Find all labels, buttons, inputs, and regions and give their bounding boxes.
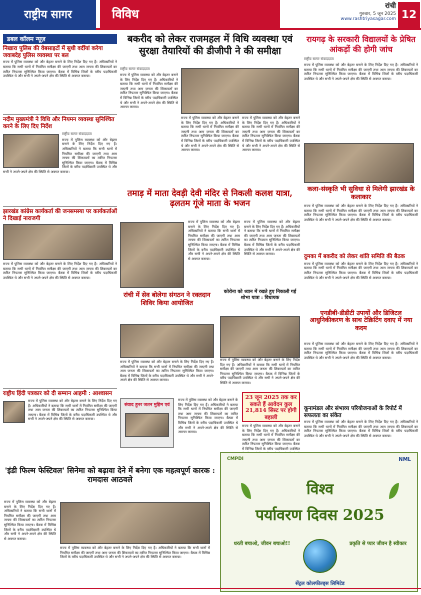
project-headline[interactable]: कूनामंडल और संभाव्य परियोजनाओं के रिपोर्ट में सफलता का संकेत — [304, 406, 402, 419]
camp-story-body: राज्य में पुलिस व्यवस्था को और बेहतर बनाने के लिए निर्देश दिए गए हैं। अधिकारियों ने बताया कि सभी थानों में नियमित समीक्षा की जाएगी तथा आम जनता की शिकायतों का त्वरित निपटारा सुनिश्चित किया जाएगा। बैठक में विभिन्न जिलों के वरीय पदाधिकारी उपस्थित थे और सभी ने अपने-अपने क्षेत्र की स्थिति से अवगत कराया। — [120, 360, 214, 383]
project-story-body: राज्य में पुलिस व्यवस्था को और बेहतर बनाने के लिए निर्देश दिए गए हैं। अधिकारियों ने बताया कि सभी थानों में नियमित समीक्षा की जाएगी तथा आम जनता की शिकायतों का त्वरित निपटारा सुनिश्चित किया जाएगा। बैठक में विभिन्न जिलों के वरीय पदाधिकारी उपस्थित थे और सभी ने अपने-अपने क्षेत्र की स्थिति से अवगत कराया। — [304, 420, 418, 438]
page-number: 12 — [398, 2, 420, 28]
lead-col-3 — [242, 66, 300, 186]
newspaper-logo: राष्ट्रीय सागर — [0, 0, 96, 30]
story-body: राज्य में पुलिस व्यवस्था को और बेहतर बनाने के लिए निर्देश दिए गए हैं। अधिकारियों ने बताया कि सभी थानों में नियमित समीक्षा की जाएगी तथा आम जनता की शिकायतों का त्वरित निपटारा सुनिश्चित किया जाएगा। बैठक में विभिन्न जिलों के वरीय पदाधिकारी उपस्थित थे और सभी ने अपने-अपने क्षेत्र की स्थिति से अवगत कराया। — [28, 398, 117, 422]
page-footer — [0, 588, 421, 595]
campaign-box-title: संवाद हुनर जतन मुहिम एवं — [124, 403, 170, 408]
film-story-body: राज्य में पुलिस व्यवस्था को और बेहतर बनाने के लिए निर्देश दिए गए हैं। अधिकारियों ने बताया कि सभी थानों में नियमित समीक्षा की जाएगी तथा आम जनता की शिकायतों का त्वरित निपटारा सुनिश्चित किया जाएगा। बैठक में विभिन्न जिलों के वरीय पदाधिकारी उपस्थित थे और सभी ने अपने-अपने क्षेत्र की स्थिति से अवगत कराया। — [4, 500, 56, 541]
ad-sponsor: सेंट्रल कोलफील्ड्स लिमिटेड — [295, 581, 345, 587]
film-festival-headline[interactable]: 'इंडी फिल्म फेस्टिवल' सिनेमा को बढ़ावा देने में बनेगा एक महत्वपूर्ण कारक : रामदास आठवले — [4, 466, 216, 485]
ndb-headline[interactable]: एनडीबी-डीडीटी उपायों और डिजिटल आधुनिकीकरण के साथ टेक्रिटिंग दवाए में नया कदम — [309, 310, 413, 332]
lead-headline[interactable]: बकरीद को लेकर राजमहल में विधि व्यवस्था एवं सुरक्षा तैयारियों की डीजीपी ने की समीक्षा — [127, 34, 293, 57]
story-headline[interactable]: दुमका में बकरीद को लेकर शांति समिति की बैठक — [304, 254, 405, 260]
globe-icon — [303, 539, 337, 573]
environment-day-ad[interactable] — [220, 452, 418, 592]
portrait-photo — [3, 401, 25, 423]
story-headline[interactable]: राष्ट्रीय हिंदी पत्रकार को दी सम्मान आहमी : आश्वासन — [3, 391, 113, 398]
story-body: राज्य में पुलिस व्यवस्था को और बेहतर बनाने के लिए निर्देश दिए गए हैं। अधिकारियों ने बताया कि सभी थानों में नियमित समीक्षा की जाएगी तथा आम जनता की शिकायतों का त्वरित निपटारा सुनिश्चित किया जाएगा। बैठक में विभिन्न जिलों के वरीय पदाधिकारी उपस्थित थे और सभी ने अपने-अपने क्षेत्र की स्थिति से अवगत कराया। — [304, 63, 418, 81]
byline: राष्ट्रीय सागर संवाददाता — [304, 57, 334, 61]
campaign-photo — [125, 413, 169, 437]
story-headline[interactable]: कला-संस्कृति भी सुविधा से मिलेगी झारखंड के कलाकार — [307, 185, 415, 201]
film-photo — [60, 502, 210, 544]
story-body: राज्य में पुलिस व्यवस्था को और बेहतर बनाने के लिए निर्देश दिए गए हैं। अधिकारियों ने बताया कि सभी थानों में नियमित समीक्षा की जाएगी तथा आम जनता की शिकायतों का त्वरित निपटारा सुनिश्चित किया जाएगा। बैठक में विभिन्न जिलों के वरीय पदाधिकारी उपस्थित थे और सभी ने अपने-अपने क्षेत्र की स्थिति से अवगत कराया। — [120, 73, 178, 110]
divider — [3, 388, 117, 389]
procession-photo — [120, 222, 184, 288]
date: गुरुवार, 5 जून 2025 — [359, 12, 396, 17]
film-story-body-2: राज्य में पुलिस व्यवस्था को और बेहतर बनाने के लिए निर्देश दिए गए हैं। अधिकारियों ने बताया कि सभी थानों में नियमित समीक्षा की जाएगी तथा आम जनता की शिकायतों का त्वरित निपटारा सुनिश्चित किया जाएगा। बैठक में विभिन्न जिलों के वरीय पदाधिकारी उपस्थित थे और सभी ने अपने-अपने क्षेत्र की स्थिति से अवगत कराया। — [60, 546, 210, 560]
rally-headline[interactable]: कोरोना को ध्यान में रखते हुए निकाली गई शोभा यात्रा : विधायक — [223, 289, 297, 301]
ad-title-line-1: विश्व — [306, 480, 334, 498]
news-photo — [3, 224, 113, 260]
masthead-dateline — [300, 2, 396, 28]
lead-col-1 — [120, 66, 178, 186]
byline: राष्ट्रीय सागर संवाददाता — [62, 131, 92, 136]
story-body: राज्य में पुलिस व्यवस्था को और बेहतर बनाने के लिए निर्देश दिए गए हैं। अधिकारियों ने बताया कि सभी थानों में नियमित समीक्षा की जाएगी तथा आम जनता की शिकायतों का त्वरित निपटारा सुनिश्चित किया जाएगा। बैठक में विभिन्न जिलों के वरीय पदाधिकारी उपस्थित थे और सभी ने अपने-अपने क्षेत्र की स्थिति से अवगत कराया। — [304, 204, 418, 222]
story-headline[interactable]: झारखंड कांग्रेस कार्यकर्ता की जनसमस्या पर कार्यकर्ताओं ने दिखाई नाराजगी — [3, 208, 117, 222]
rally-story-body: राज्य में पुलिस व्यवस्था को और बेहतर बनाने के लिए निर्देश दिए गए हैं। अधिकारियों ने बताया कि सभी थानों में नियमित समीक्षा की जाएगी तथा आम जनता की शिकायतों का त्वरित निपटारा सुनिश्चित किया जाएगा। बैठक में विभिन्न जिलों के वरीय पदाधिकारी उपस्थित थे और सभी ने अपने-अपने क्षेत्र की स्थिति से अवगत कराया। — [220, 358, 300, 386]
news-photo — [3, 134, 59, 168]
temple-story-body: राज्य में पुलिस व्यवस्था को और बेहतर बनाने के लिए निर्देश दिए गए हैं। अधिकारियों ने बताया कि सभी थानों में नियमित समीक्षा की जाएगी तथा आम जनता की शिकायतों का त्वरित निपटारा सुनिश्चित किया जाएगा। बैठक में विभिन्न जिलों के वरीय पदाधिकारी उपस्थित थे और सभी ने अपने-अपने क्षेत्र की स्थिति से अवगत कराया। — [188, 220, 240, 261]
section-title: विविध — [100, 0, 280, 28]
rally-photo — [220, 316, 300, 358]
temple-story-body-2: राज्य में पुलिस व्यवस्था को और बेहतर बनाने के लिए निर्देश दिए गए हैं। अधिकारियों ने बताया कि सभी थानों में नियमित समीक्षा की जाएगी तथा आम जनता की शिकायतों का त्वरित निपटारा सुनिश्चित किया जाएगा। बैठक में विभिन्न जिलों के वरीय पदाधिकारी उपस्थित थे और सभी ने अपने-अपने क्षेत्र की स्थिति से अवगत कराया। — [244, 220, 300, 257]
story-headline[interactable]: निखारा पुलिस की वेबसाइटों में सुधी वर्दीयां करेगा जवाबदेह पुलिस व्यवस्था पर बल — [3, 46, 103, 59]
byline: राष्ट्रीय सागर संवाददाता — [120, 67, 150, 71]
lead-story-columns — [120, 66, 300, 186]
campaign-story-body: राज्य में पुलिस व्यवस्था को और बेहतर बनाने के लिए निर्देश दिए गए हैं। अधिकारियों ने बताया कि सभी थानों में नियमित समीक्षा की जाएगी तथा आम जनता की शिकायतों का त्वरित निपटारा सुनिश्चित किया जाएगा। बैठक में विभिन्न जिलों के वरीय पदाधिकारी उपस्थित थे और सभी ने अपने-अपने क्षेत्र की स्थिति से अवगत कराया। — [178, 398, 238, 435]
left-strip-head: डबल कॉलम न्यूज़ — [3, 34, 117, 44]
story-body: राज्य में पुलिस व्यवस्था को और बेहतर बनाने के लिए निर्देश दिए गए हैं। अधिकारियों ने बताया कि सभी थानों में नियमित समीक्षा की जाएगी तथा आम जनता की शिकायतों का त्वरित निपटारा सुनिश्चित किया जाएगा। बैठक में विभिन्न जिलों के वरीय पदाधिकारी उपस्थित थे और सभी ने अपने-अपने क्षेत्र की स्थिति से अवगत कराया। — [242, 116, 300, 153]
camp-photo — [120, 324, 214, 358]
campaign-box — [120, 398, 174, 448]
ad-title-line-2: पर्यावरण दिवस 2025 — [255, 506, 385, 524]
masthead — [0, 0, 421, 30]
story-body: राज्य में पुलिस व्यवस्था को और बेहतर बनाने के लिए निर्देश दिए गए हैं। अधिकारियों ने बताया कि सभी थानों में नियमित समीक्षा की जाएगी तथा आम जनता की शिकायतों का त्वरित निपटारा सुनिश्चित किया जाएगा। बैठक में विभिन्न जिलों के वरीय पदाधिकारी उपस्थित थे और सभी ने अपने-अपने क्षेत्र की स्थिति से अवगत कराया। — [181, 116, 239, 153]
recruitment-highlight: 23 जून 2025 तक कर सकते हैं आवेदन कुल 21,814 सिस्ट पर होगी बहाली — [242, 392, 300, 422]
temple-headline[interactable]: तमाड़ में माता देवड़ी देवी मंदिर से निकली कलश यात्रा, ढ़लतम गूंजे माता के भजन — [127, 188, 293, 209]
story-headline[interactable]: रायगढ़ के सरकारी विद्यालयों के प्रेषित आंकड़ों की होगी जांच — [306, 34, 416, 54]
story-headline[interactable]: नदीम मुख्यमंत्री ने विधि और नियमन व्यवस्था सुनिश्चित करने के लिए दिए निर्देश — [3, 117, 115, 131]
ndb-story-body: राज्य में पुलिस व्यवस्था को और बेहतर बनाने के लिए निर्देश दिए गए हैं। अधिकारियों ने बताया कि सभी थानों में नियमित समीक्षा की जाएगी तथा आम जनता की शिकायतों का त्वरित निपटारा सुनिश्चित किया जाएगा। बैठक में विभिन्न जिलों के वरीय पदाधिकारी उपस्थित थे और सभी ने अपने-अपने क्षेत्र की स्थिति से अवगत कराया। — [304, 342, 418, 360]
ad-slogan-right: प्रकृति से प्यार जीवन है स्वीकार — [349, 541, 407, 547]
lead-col-2 — [181, 66, 239, 186]
story-body: राज्य में पुलिस व्यवस्था को और बेहतर बनाने के लिए निर्देश दिए गए हैं। अधिकारियों ने बताया कि सभी थानों में नियमित समीक्षा की जाएगी तथा आम जनता की शिकायतों का त्वरित निपटारा सुनिश्चित किया जाएगा। बैठक में विभिन्न जिलों के वरीय पदाधिकारी उपस्थित थे और सभी ने अपने-अपने क्षेत्र की स्थिति से अवगत कराया। — [3, 137, 117, 175]
divider — [3, 206, 117, 207]
sponsor-logo-left: CMPDI — [227, 457, 244, 462]
divider — [3, 114, 117, 115]
campaign-story-body-2: राज्य में पुलिस व्यवस्था को और बेहतर बनाने के लिए निर्देश दिए गए हैं। अधिकारियों ने बताया कि सभी थानों में नियमित समीक्षा की जाएगी तथा आम जनता की शिकायतों का त्वरित निपटारा सुनिश्चित किया जाएगा। बैठक में विभिन्न जिलों के वरीय पदाधिकारी उपस्थित — [242, 424, 300, 452]
blood-camp-headline[interactable]: रांची में सेव बोलेगा संगठन ने रक्तदान शिविर किया आयोजित — [123, 291, 211, 307]
sponsor-logo-right: NML — [398, 457, 411, 463]
story-body: राज्य में पुलिस व्यवस्था को और बेहतर बनाने के लिए निर्देश दिए गए हैं। अधिकारियों ने बताया कि सभी थानों में नियमित समीक्षा की जाएगी तथा आम जनता की शिकायतों का त्वरित निपटारा सुनिश्चित किया जाएगा। बैठक में विभिन्न जिलों के वरीय पदाधिकारी उपस्थित थे और सभी ने अपने-अपने क्षेत्र की स्थिति से अवगत कराया। — [3, 262, 117, 281]
story-body: राज्य में पुलिस व्यवस्था को और बेहतर बनाने के लिए निर्देश दिए गए हैं। अधिकारियों ने बताया कि सभी थानों में नियमित समीक्षा की जाएगी तथा आम जनता की शिकायतों का त्वरित निपटारा सुनिश्चित किया जाएगा। बैठक में विभिन्न जिलों के वरीय पदाधिकारी उपस्थित थे और सभी ने अपने-अपने क्षेत्र की स्थिति से अवगत कराया। — [3, 60, 117, 79]
artist-photo — [304, 143, 414, 183]
ad-slogan-left: धरती बचाओ, जीवन बचाओ!! — [233, 541, 291, 547]
website[interactable]: www.rashtriyasagar.com — [340, 17, 396, 22]
city: रांची — [385, 2, 396, 10]
story-body: राज्य में पुलिस व्यवस्था को और बेहतर बनाने के लिए निर्देश दिए गए हैं। अधिकारियों ने बताया कि सभी थानों में नियमित समीक्षा की जाएगी तथा आम जनता की शिकायतों का त्वरित निपटारा सुनिश्चित किया जाएगा। बैठक में विभिन्न जिलों के वरीय पदाधिकारी उपस्थित थे और सभी ने अपने-अपने क्षेत्र की स्थिति से अवगत कराया। — [304, 261, 418, 280]
